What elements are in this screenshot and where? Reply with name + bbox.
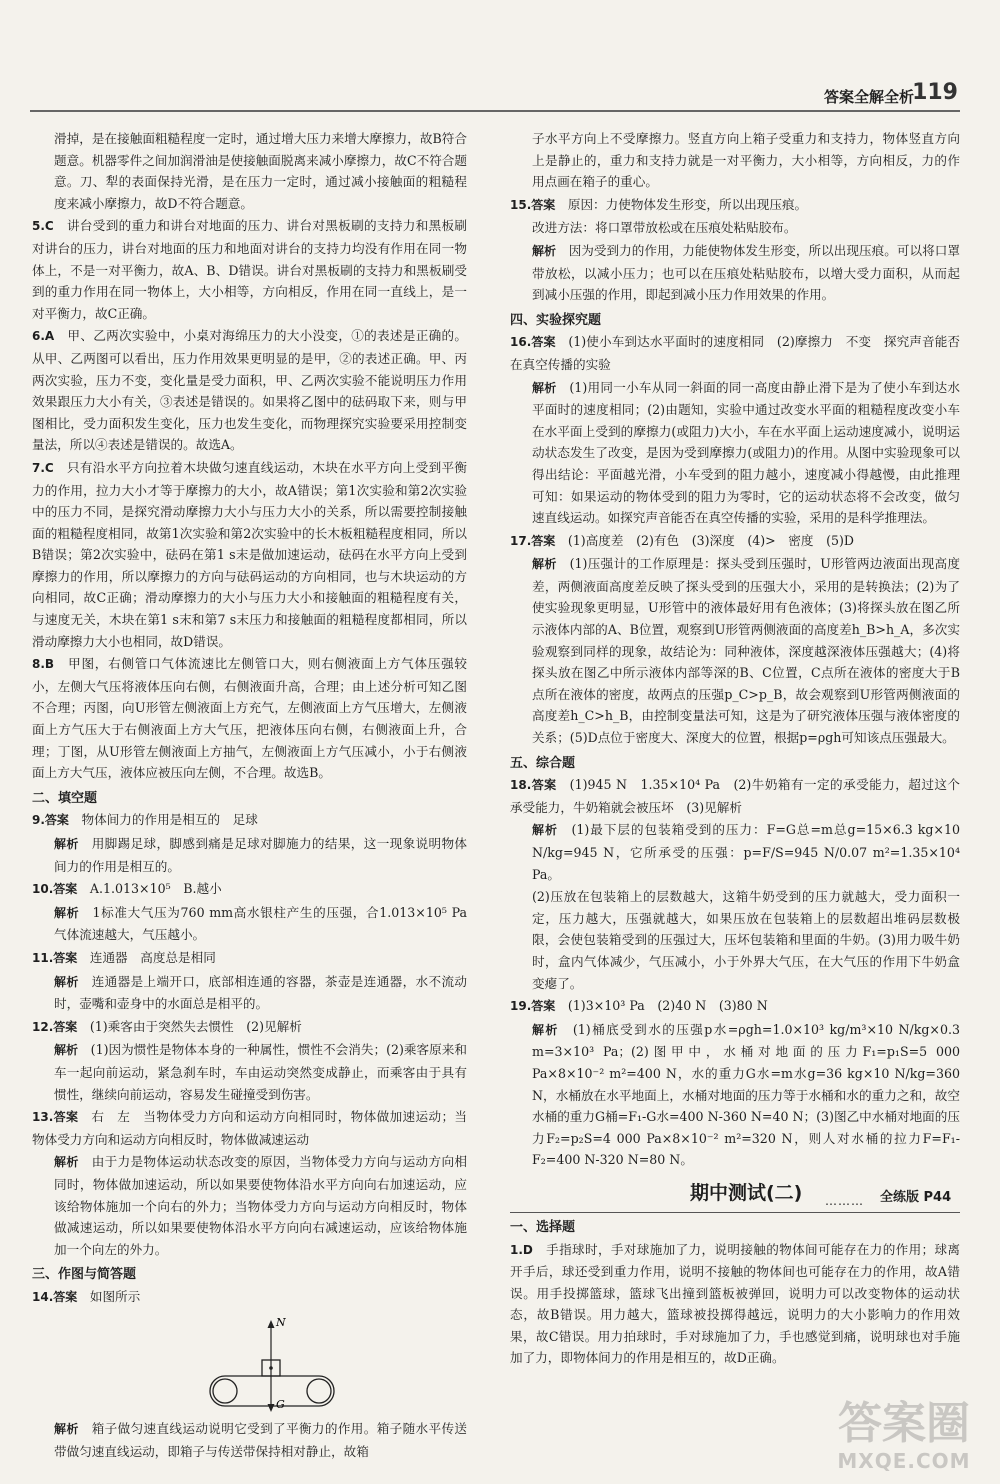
paragraph-text: (1)最下层的包装箱受到的压力：F=G总=m总g=15×6.3 kg×10 N/kg=945 N，它所承受的压强：p=F/S=945 N/0.07 m²=1.35×10⁴ Pa。 [532, 822, 960, 882]
paragraph-text: 手指球时，手对球施加了力，说明接触的物体间可能存在力的作用；球离开手后，球还受到重力作用，说明不接触的物体间也可能存在力的作用，故A错误。用手投掷篮球，篮球飞出撞到篮板被弹回，说明力可以改变物体的运动状态，故B错误。用力越大，篮球被投掷得越远，说明力的大小影响力的作用效果，故C错误。用力拍球时，手对球施加了力，手也感觉到痛，说明球也对手施加了力，即物体间力的作用是相互的，故D正确。 [510, 1241, 961, 1366]
conveyor-figure [32, 1308, 467, 1418]
paragraph-text: 箱子做匀速直线运动说明它受到了平衡力的作用。箱子随水平传送带做匀速直线运动，即箱子与传送带保持相对静止，故箱 [54, 1421, 468, 1460]
gravity-arrowhead [268, 1404, 275, 1412]
paragraph-text: (1)压强计的工作原理是：探头受到压强时，U形管两边液面出现高度差，两侧液面高度差反映了探头受到的压强大小，采用的是转换法；(2)为了使实验现象更明显，U形管中的液体最好用有色液体；(3)将探头放在图乙所示液体内部的A、B位置，观察到U形管两侧液面的高度差h_B>h_A，多次实验观察到同样的现象，故结论为：同种液体，深度越深液体压强越大；(4)将探头放在图乙中所示液体内部等深的B、C位置，C点所在液体的密度大于B点所在液体的密度，故两点的压强p_C>p_B，故会观察到U形管两侧液面的高度差h_C>h_B，由控制变量法可知，这是为了研究液体压强与液体密度的关系；(5)D点位于密度大、深度大的位置，根据p=ρgh可知该点压强最大。 [532, 556, 961, 746]
answer-paragraph [32, 128, 467, 214]
answer-paragraph [32, 1151, 467, 1260]
item-label: 1.D [510, 1242, 533, 1257]
item-label: 8.B [32, 657, 55, 672]
paragraph-text: (2)压放在包装箱上的层数越大，这箱牛奶受到的压力就越大，受力面积一定，压力越大，压强就越大，如果压放在包装箱上的层数超出堆码层数极限，会使包装箱受到的压强过大，压坏包装箱和里面的牛奶。(3)用力吸牛奶时，盒内气体减少，气压减小，小于外界大气压，在大气压的作用下牛奶盒变瘪了。 [532, 889, 960, 991]
answer-paragraph [32, 971, 467, 1015]
section-heading: 一、选择题 [510, 1219, 576, 1235]
paragraph-text: (1)乘客由于突然失去惯性 (2)见解析 [89, 1018, 302, 1034]
answer-paragraph [32, 878, 467, 901]
force-label-g: G [276, 1398, 285, 1412]
item-label: 解析 [532, 823, 558, 838]
paragraph-text: (1)桶底受到水的压强p水=ρgh=1.0×10³ kg/m³×10 N/kg×0.3 m=3×10³ Pa；(2)图甲中，水桶对地面的压力F₁=p₁S=5 000 Pa×8×10⁻² m²=400 N，水的重力G水=m水g=36 kg×10 N/kg=360 N，水桶放在水平地面上，水桶对地面的压力等于水桶和水的重力之和，故空水桶的重力G桶=F₁-G水=400 N-360 N=40 N；(3)图乙中水桶对地面的压力F₂=p₂S=4 000 Pa×8×10⁻² m²=320 N，则人对水桶的拉力F=F₁-F₂=400 N-320 N=80 N。 [532, 1021, 960, 1168]
belt-outline [210, 1376, 334, 1406]
paragraph-text: 连通器是上端开口，底部相连通的容器，茶壶是连通器，水不流动时，壶嘴和壶身中的水面总是相平的。 [54, 973, 468, 1012]
answer-paragraph [510, 995, 960, 1018]
answer-paragraph [32, 457, 467, 652]
answer-paragraph [510, 194, 960, 217]
section-heading: 二、填空题 [32, 790, 98, 806]
item-label: 解析 [532, 1022, 559, 1037]
paragraph-text: 甲图，右侧管口气体流速比左侧管口大，则右侧液面上方气体压强较小，左侧大气压将液体压向右侧，右侧液面升高，合理；由上述分析可知乙图不合理；丙图，向U形管左侧液面上方充气，左侧液面上方气压增大，左侧液面上方气压大于右侧液面上方大气压，把液体压向右侧，右侧液面上升，合理；丁图，从U形管左侧液面上方抽气，左侧液面上方气压减小，小于右侧液面上方大气压，液体应被压向左侧，不合理。故选B。 [32, 656, 468, 781]
answer-paragraph [32, 1286, 467, 1309]
paragraph-text: 滑掉，是在接触面粗糙程度一定时，通过增大压力来增大摩擦力，故B符合题意。机器零件之间加润滑油是使接触面脱离来减小摩擦力，故C不符合题意。刀、犁的表面保持光滑，是在压力一定时，通过减小接触面的粗糙程度来减小摩擦力，故D不符合题意。 [54, 131, 467, 211]
item-label: 解析 [54, 1043, 79, 1058]
answer-paragraph [32, 653, 467, 784]
item-label: 解析 [532, 380, 557, 395]
item-label: 9.答案 [32, 813, 69, 828]
paragraph-text: 物体间力的作用是相互的 足球 [81, 812, 258, 828]
paragraph-text: 由于力是物体运动状态改变的原因，当物体受力方向与运动方向相同时，物体做加速运动，所以如果要使物体沿水平方向向右加速运动，应该给物体施加一个向右的外力；当物体受力方向与运动方向相反时，物体做减速运动，所以如果要使物体沿水平方向向右减速运动，应该给物体施加一个向左的外力。 [54, 1154, 468, 1257]
item-label: 15.答案 [510, 197, 556, 212]
watermark-logo [834, 1398, 974, 1476]
answer-paragraph [510, 331, 960, 375]
midterm-rule [510, 1212, 960, 1213]
paragraph-text: 用脚踢足球，脚感到痛是足球对脚施力的结果，这一现象说明物体间力的作用是相互的。 [54, 836, 468, 874]
paragraph-text: 甲、乙两次实验中，小桌对海绵压力的大小没变，①的表述是正确的。从甲、乙两图可以看出，压力作用效果更明显的是甲，②的表述正确。甲、丙两次实验，压力不变，变化量是受力面积，甲、乙两次实验不能说明压力作用效果跟压力大小有关，③表述是错误的。如果将乙图中的砝码取下来，则与甲图相比，受力面积发生变化，压力也发生变化，而物理探究实验要采用控制变量法，所以④表述是错误的。故选A。 [32, 328, 468, 453]
left-column [32, 128, 480, 1463]
answer-paragraph [32, 902, 480, 946]
answer-paragraph [32, 325, 467, 456]
answer-paragraph [510, 774, 960, 818]
paragraph-text: (1)使小车到达水平面时的速度相同 (2)摩擦力 不变 探究声音能否在真空传播的实验 [510, 334, 960, 372]
paragraph-text: 原因：力使物体发生形变，所以出现压痕。 [567, 196, 808, 212]
center-of-gravity [269, 1367, 273, 1371]
item-label: 解析 [54, 1155, 79, 1170]
paragraph-text: (1)945 N 1.35×10⁴ Pa (2)牛奶箱有一定的承受能力，超过这个承受能力，牛奶箱就会被压坏 (3)见解析 [510, 777, 961, 815]
paragraph-text: A.1.013×10⁵ B.越小 [89, 881, 222, 897]
paragraph-text: (1)高度差 (2)有色 (3)深度 (4)> 密度 (5)D [567, 532, 855, 548]
item-label: 5.C [32, 219, 54, 234]
section-heading: 四、实验探究题 [510, 312, 602, 328]
item-label: 解析 [54, 1422, 79, 1437]
watermark-en: MXQE.COM [837, 1449, 971, 1473]
paragraph-text: 子水平方向上不受摩擦力。竖直方向上箱子受重力和支持力，物体竖直方向上是静止的，重力和支持力就是一对平衡力，大小相等，方向相反，力的作用点画在箱子的重心。 [532, 131, 960, 190]
answer-paragraph [510, 1019, 960, 1171]
paragraph-text: 因为受到力的作用，力能使物体发生形变，所以出现压痕。可以将口罩带放松，以减小压力；也可以在压痕处粘贴胶布，以增大受力面积，从而起到减小压强的作用，即起到减小压力作用效果的作用。 [532, 242, 960, 303]
item-label: 18.答案 [510, 778, 557, 793]
paragraph-text: 如图所示 [89, 1288, 141, 1304]
item-label: 7.C [32, 460, 54, 475]
answer-paragraph [32, 1418, 467, 1462]
paragraph-text: 改进方法：将口罩带放松或在压痕处粘贴胶布。 [532, 220, 797, 236]
answer-paragraph [510, 217, 960, 239]
answer-paragraph [510, 1239, 960, 1370]
answer-paragraph [32, 215, 467, 324]
item-label: 解析 [54, 837, 79, 851]
header-rule [30, 110, 960, 112]
answer-paragraph [32, 1016, 467, 1039]
page-header [0, 0, 1000, 112]
support-force-arrowhead [268, 1320, 275, 1328]
answer-paragraph [32, 833, 467, 877]
item-label: 14.答案 [32, 1289, 78, 1304]
item-label: 解析 [532, 243, 557, 258]
section-heading: 三、作图与简答题 [32, 1267, 137, 1283]
item-label: 10.答案 [32, 882, 78, 897]
item-label: 13.答案 [32, 1110, 79, 1125]
answer-paragraph [510, 553, 960, 748]
answer-paragraph [510, 377, 960, 529]
item-label: 11.答案 [32, 950, 78, 965]
paragraph-text: 讲台受到的重力和讲台对地面的压力、讲台对黑板刷的支持力和黑板刷对讲台的压力，讲台对地面的压力和地面对讲台的支持力均没有作用在同一物体上，不是一对平衡力，故A、B、D错误。讲台对黑板刷的支持力和黑板刷受到的重力作用在同一物体上，大小相等，方向相反，作用在同一直线上，是一对平衡力，故C正确。 [32, 218, 468, 321]
item-label: 6.A [32, 329, 55, 344]
right-column [510, 128, 960, 1369]
paragraph-text: 连通器 高度总是相同 [89, 949, 216, 965]
answer-paragraph [32, 1039, 467, 1105]
item-label: 解析 [54, 974, 79, 989]
answer-paragraph [32, 809, 467, 832]
item-label: 19.答案 [510, 999, 556, 1014]
paragraph-text: 1标准大气压为760 mm高水银柱产生的压强，合1.013×10⁵ Pa 气体流速越大，气压越小。 [54, 904, 480, 943]
paragraph-text: 只有沿水平方向拉着木块做匀速直线运动，木块在水平方向上受到平衡力的作用，拉力大小才等于摩擦力的大小，故A错误；第1次实验和第2次实验中的压力不同，是探究滑动摩擦力大小与压力大小的关系，所以需要控制接触面的粗糙程度相同，故第1次实验和第2次实验中的长木板粗糙程度相同，所以B错误；第2次实验中，砝码在第1 s末是做加速运动，砝码在水平方向上受到摩擦力的作用，所以摩擦力的方向与砝码运动的方向相同，也与木块运动的方向相同，故C正确；滑动摩擦力的大小与压力大小和接触面的粗糙程度有关，与速度无关，木块在第1 s末和第7 s末压力和接触面的粗糙程度都相同，所以滑动摩擦力大小也相同，故D错误。 [32, 459, 468, 649]
answer-paragraph [510, 530, 960, 553]
item-label: 16.答案 [510, 335, 556, 350]
paragraph-text: (1)因为惯性是物体本身的一种属性，惯性不会消失；(2)乘客原来和车一起向前运动，紧急刹车时，车由运动突然变成静止，而乘客由于具有惯性，继续向前运动，容易发生碰撞受到伤害。 [54, 1042, 467, 1102]
paragraph-text: (1)3×10³ Pa (2)40 N (3)80 N [567, 998, 768, 1014]
midterm-dots: ……… [825, 1193, 864, 1208]
left-roller [213, 1379, 237, 1403]
page-number: 119 [912, 80, 958, 105]
midterm-title: 期中测试(二) [690, 1181, 803, 1204]
answer-paragraph [510, 128, 960, 193]
watermark-cn: 答案圈 [838, 1398, 970, 1449]
item-label: 解析 [54, 905, 80, 920]
answer-paragraph [32, 947, 467, 970]
section-heading: 五、综合题 [510, 755, 576, 771]
paragraph-text: 右 左 当物体受力方向和运动方向相同时，物体做加速运动；当物体受力方向和运动方向相反时，物体做减速运动 [32, 1109, 468, 1147]
answer-paragraph [510, 240, 960, 306]
force-label-n: N [276, 1316, 286, 1330]
midterm-title-bar [510, 1179, 960, 1213]
answer-paragraph [510, 886, 960, 994]
item-label: 17.答案 [510, 533, 556, 548]
answer-paragraph [32, 1106, 467, 1150]
item-label: 12.答案 [32, 1019, 78, 1034]
paragraph-text: (1)用同一小车从同一斜面的同一高度由静止滑下是为了使小车到达水平面时的速度相同；(2)由题知，实验中通过改变水平面的粗糙程度改变小车在水平面上受到的摩擦力(或阻力)大小，车在水平面上运动速度减小，说明运动状态发生了改变，是因为受到摩擦力(或阻力)的作用。从图中实验现象可以得出结论：平面越光滑，小车受到的阻力越小，速度减小得越慢，由此推理可知：如果运动的物体受到的阻力为零时，它的运动状态将不会改变，做匀速直线运动。如探究声音能否在真空传播的实验，采用的是科学推理法。 [532, 379, 960, 526]
force-diagram [202, 1314, 342, 1414]
item-label: 解析 [532, 557, 557, 572]
midterm-version: 全练版 P44 [880, 1189, 952, 1205]
answer-paragraph [510, 819, 960, 885]
header-title: 答案全解全析 [823, 88, 914, 106]
right-roller [307, 1379, 331, 1403]
